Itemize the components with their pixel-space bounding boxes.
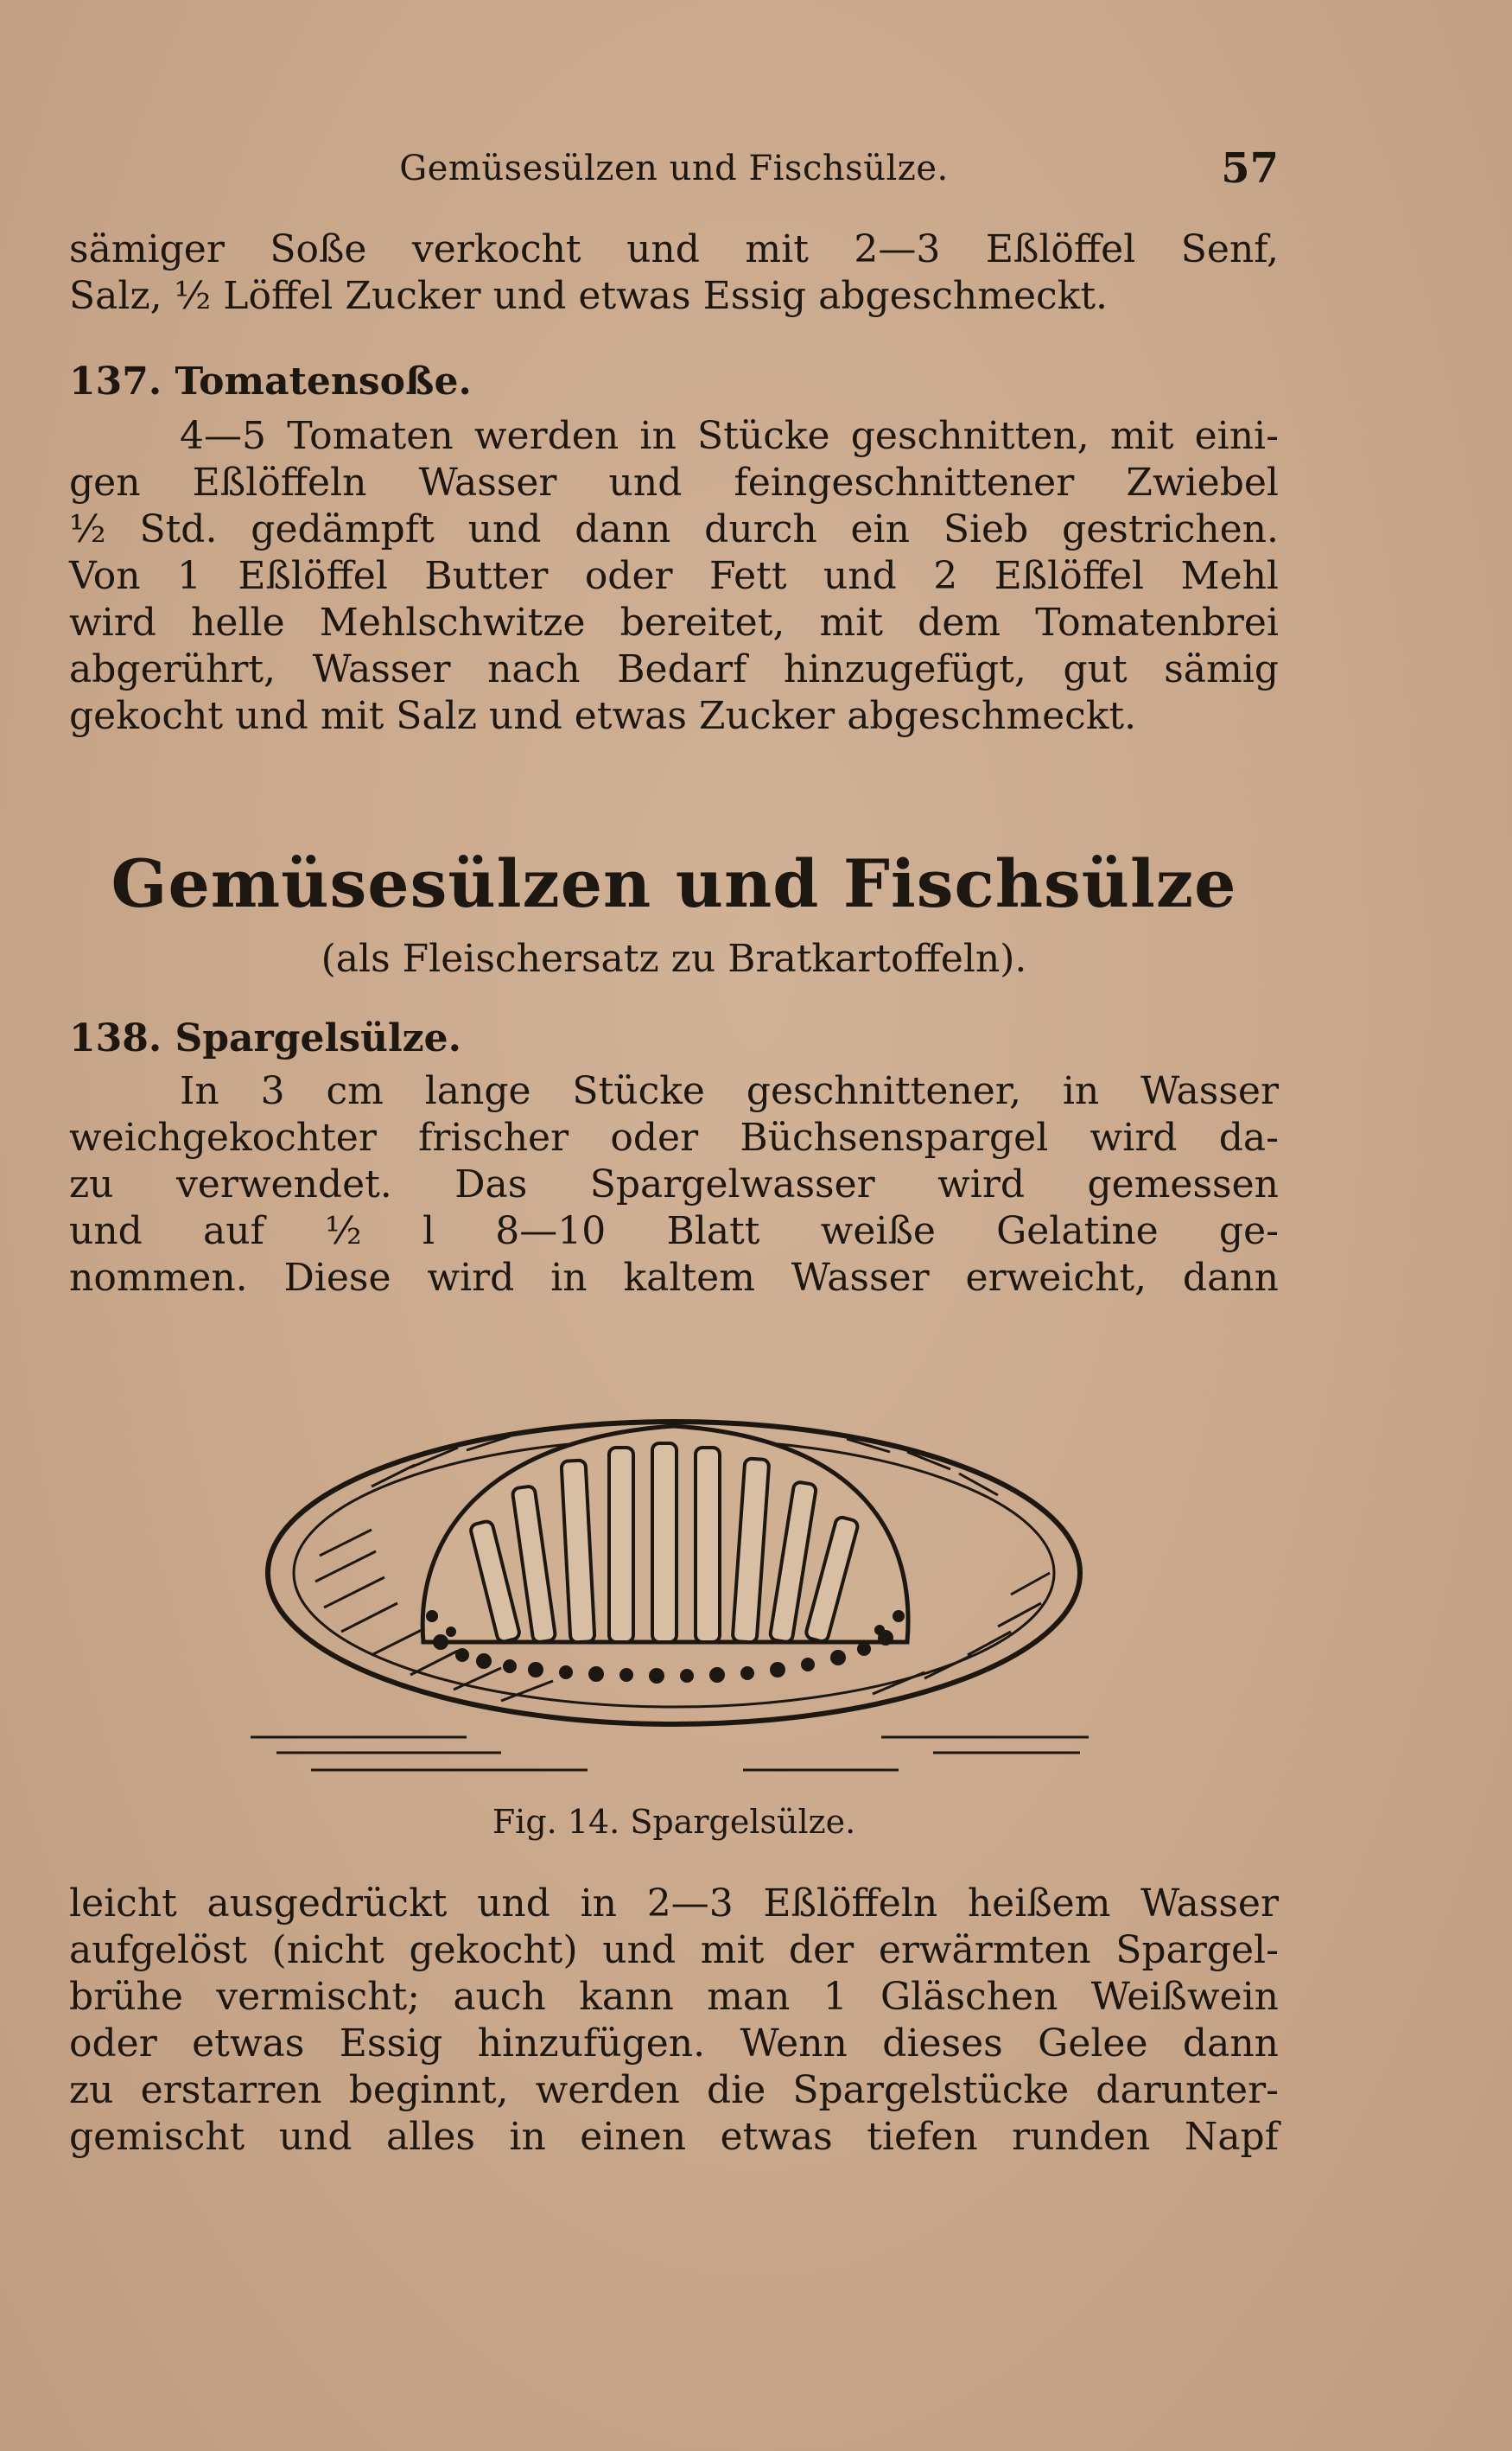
text-line: und auf ½ l 8—10 Blatt weiße Gelatine ge- bbox=[69, 1209, 1279, 1253]
text-line: 4—5 Tomaten werden in Stücke geschnitten, mit eini- bbox=[180, 414, 1279, 458]
continued-paragraph bbox=[69, 226, 1279, 320]
figure-caption: Fig. 14. Spargelsülze. bbox=[492, 1803, 856, 1841]
text-line: nommen. Diese wird in kaltem Wasser erweicht, dann bbox=[69, 1256, 1279, 1300]
recipe-138 bbox=[69, 1013, 1279, 1302]
figure-asparagus-aspic bbox=[225, 1357, 1115, 1789]
text-line: wird helle Mehlschwitze bereitet, mit dem Tomatenbrei bbox=[69, 601, 1279, 645]
text-line: gemischt und alles in einen etwas tiefen runden Napf bbox=[69, 2115, 1279, 2159]
aspic-dish-illustration bbox=[225, 1357, 1115, 1789]
recipe-title: 137. Tomatensoße. bbox=[69, 360, 472, 404]
text-line: ½ Std. gedämpft und dann durch ein Sieb gestrichen. bbox=[69, 507, 1279, 551]
text-line: sämiger Soße verkocht und mit 2—3 Eßlöffel Senf, bbox=[69, 227, 1279, 271]
text-line: leicht ausgedrückt und in 2—3 Eßlöffeln heißem Wasser bbox=[69, 1881, 1279, 1926]
text-line: In 3 cm lange Stücke geschnittener, in Wasser bbox=[180, 1069, 1279, 1113]
recipe-137 bbox=[69, 356, 1279, 740]
text-line: gen Eßlöffeln Wasser und feingeschnittener Zwiebel bbox=[69, 461, 1279, 505]
section-title: Gemüsesülzen und Fischsülze bbox=[111, 845, 1237, 922]
running-head: Gemüsesülzen und Fischsülze. bbox=[399, 149, 949, 188]
text-line: Von 1 Eßlöffel Butter oder Fett und 2 Eßlöffel Mehl bbox=[69, 554, 1279, 598]
text-line: zu verwendet. Das Spargelwasser wird gemessen bbox=[69, 1162, 1279, 1206]
text-line: Salz, ½ Löffel Zucker und etwas Essig abgeschmeckt. bbox=[69, 274, 1108, 318]
text-line: zu erstarren beginnt, werden die Spargelstücke darunter- bbox=[69, 2068, 1279, 2112]
text-line: brühe vermischt; auch kann man 1 Gläschen Weißwein bbox=[69, 1975, 1279, 2019]
text-line: weichgekochter frischer oder Büchsenspargel wird da- bbox=[69, 1116, 1279, 1160]
text-line: aufgelöst (nicht gekocht) und mit der erwärmten Spargel- bbox=[69, 1928, 1279, 1972]
recipe-body bbox=[69, 413, 1279, 740]
page-number: 57 bbox=[1221, 144, 1279, 193]
text-line: gekocht und mit Salz und etwas Zucker abgeschmeckt. bbox=[69, 694, 1137, 738]
section-subtitle: (als Fleischersatz zu Bratkartoffeln). bbox=[321, 937, 1027, 981]
recipe-body bbox=[69, 1068, 1279, 1302]
page-header bbox=[69, 138, 1279, 199]
recipe-title: 138. Spargelsülze. bbox=[69, 1016, 461, 1060]
recipe-138-continuation bbox=[69, 1881, 1279, 2161]
text-line: oder etwas Essig hinzufügen. Wenn dieses Gelee dann bbox=[69, 2021, 1279, 2066]
text-line: abgerührt, Wasser nach Bedarf hinzugefügt, gut sämig bbox=[69, 647, 1279, 691]
